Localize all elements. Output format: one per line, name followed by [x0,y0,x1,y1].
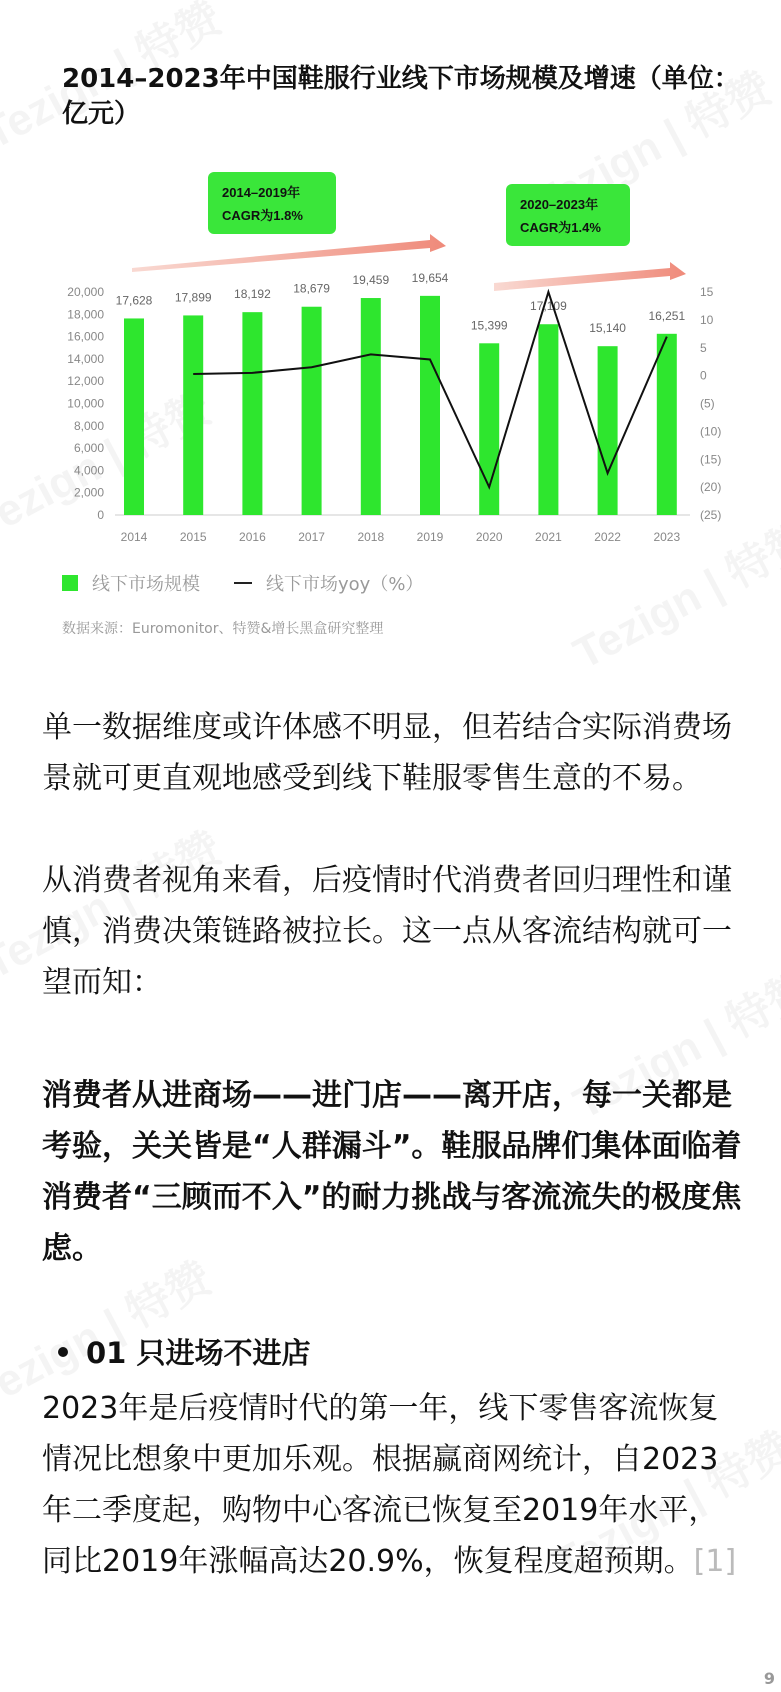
y-right-tick-label: 15 [700,285,714,299]
legend-line-label: 线下市场yoy（%） [266,574,424,595]
x-tick-label: 2021 [535,530,562,544]
y-left-tick-label: 8,000 [73,418,104,433]
cagr-box [208,172,336,234]
paragraph-4 [42,1383,747,1587]
y-right-tick-label: (20) [700,480,722,495]
x-tick-label: 2022 [594,530,621,544]
bar-value-label: 16,251 [648,308,686,323]
y-left-tick-label: 10,000 [67,396,104,411]
y-right-tick-label: (15) [700,452,722,467]
paragraph-highlight: 消费者从进商场——进门店——离开店，每一关都是考验，关关皆是“人群漏斗”。鞋服品牌们集体面临着消费者“三顾而不入”的耐力挑战与客流流失的极度焦虑。 [42,1078,742,1266]
y-left-tick-label: 4,000 [73,463,104,478]
bar-value-label: 18,192 [234,287,271,302]
y-left-tick-label: 14,000 [67,351,104,366]
legend-line-swatch [234,582,252,584]
legend-bar-label: 线下市场规模 [92,574,200,595]
trend-arrow-2 [494,262,686,291]
bar-2015 [183,315,203,515]
x-tick-label: 2023 [653,530,681,544]
page-number: 9 [763,1669,775,1688]
paragraph-1: 单一数据维度或许体感不明显，但若结合实际消费场景就可更直观地感受到线下鞋服零售生意的不易。 [42,710,732,796]
bar-value-label: 19,654 [411,270,449,285]
cagr-box [506,184,630,246]
bar-value-label: 19,459 [352,273,390,288]
y-left-tick-label: 2,000 [73,485,104,500]
y-left-tick-label: 0 [97,508,104,522]
cagr-box-line2: CAGR为1.4% [520,220,601,235]
citation-link[interactable]: [1] [693,1544,737,1579]
y-left-tick-label: 12,000 [67,374,104,389]
cagr-box-line1: 2020–2023年 [520,197,599,212]
bullet-icon [58,1347,68,1357]
x-tick-label: 2014 [120,530,148,544]
chart-legend [62,570,423,596]
bar-2018 [361,298,381,515]
bar-value-label: 15,399 [470,318,508,333]
y-right-tick-label: (25) [700,508,722,522]
y-right-tick-label: (10) [700,424,722,439]
bar-2023 [657,334,677,515]
bar-value-label: 15,140 [589,321,626,336]
market-chart [0,150,781,550]
x-tick-label: 2015 [179,530,207,544]
y-left-tick-label: 16,000 [67,329,104,344]
bar-value-label: 17,628 [115,293,153,308]
x-tick-label: 2019 [416,530,444,544]
cagr-box-line1: 2014–2019年 [222,185,301,200]
y-right-tick-label: (5) [700,396,715,411]
y-left-tick-label: 20,000 [67,285,104,299]
x-tick-label: 2020 [475,530,503,544]
y-left-tick-label: 18,000 [67,307,104,322]
chart-title: 2014–2023年中国鞋服行业线下市场规模及增速（单位：亿元） [62,64,740,129]
bar-2016 [242,312,262,515]
chart-source: 数据来源：Euromonitor、特赞&增长黑盒研究整理 [62,621,384,637]
paragraph-2: 从消费者视角来看，后疫情时代消费者回归理性和谨慎，消费决策链路被拉长。这一点从客流结构就可一望而知： [42,863,732,1000]
y-right-tick-label: 0 [700,368,707,383]
section-heading [58,1331,310,1372]
bar-value-label: 18,679 [293,281,330,296]
legend-bar-swatch [62,575,78,591]
y-right-tick-label: 10 [700,312,714,327]
section-heading-text: 01 只进场不进店 [86,1336,311,1370]
x-tick-label: 2016 [239,530,266,544]
bar-value-label: 17,109 [530,299,567,314]
x-tick-label: 2017 [298,530,325,544]
y-right-tick-label: 5 [700,340,707,355]
bar-2017 [302,307,322,515]
bar-2021 [538,324,558,515]
trend-arrow-1 [132,234,446,272]
bar-2014 [124,318,144,515]
x-tick-label: 2018 [357,530,385,544]
bar-2022 [598,346,618,515]
cagr-box-line2: CAGR为1.8% [222,208,303,223]
paragraph-4-text: 2023年是后疫情时代的第一年，线下零售客流恢复情况比想象中更加乐观。根据赢商网统计，自2023年二季度起，购物中心客流已恢复至2019年水平，同比2019年涨幅高达20.9%，恢复程度超预期。 [42,1391,719,1579]
bar-value-label: 17,899 [174,290,212,305]
bar-2019 [420,296,440,515]
y-left-tick-label: 6,000 [73,441,104,456]
